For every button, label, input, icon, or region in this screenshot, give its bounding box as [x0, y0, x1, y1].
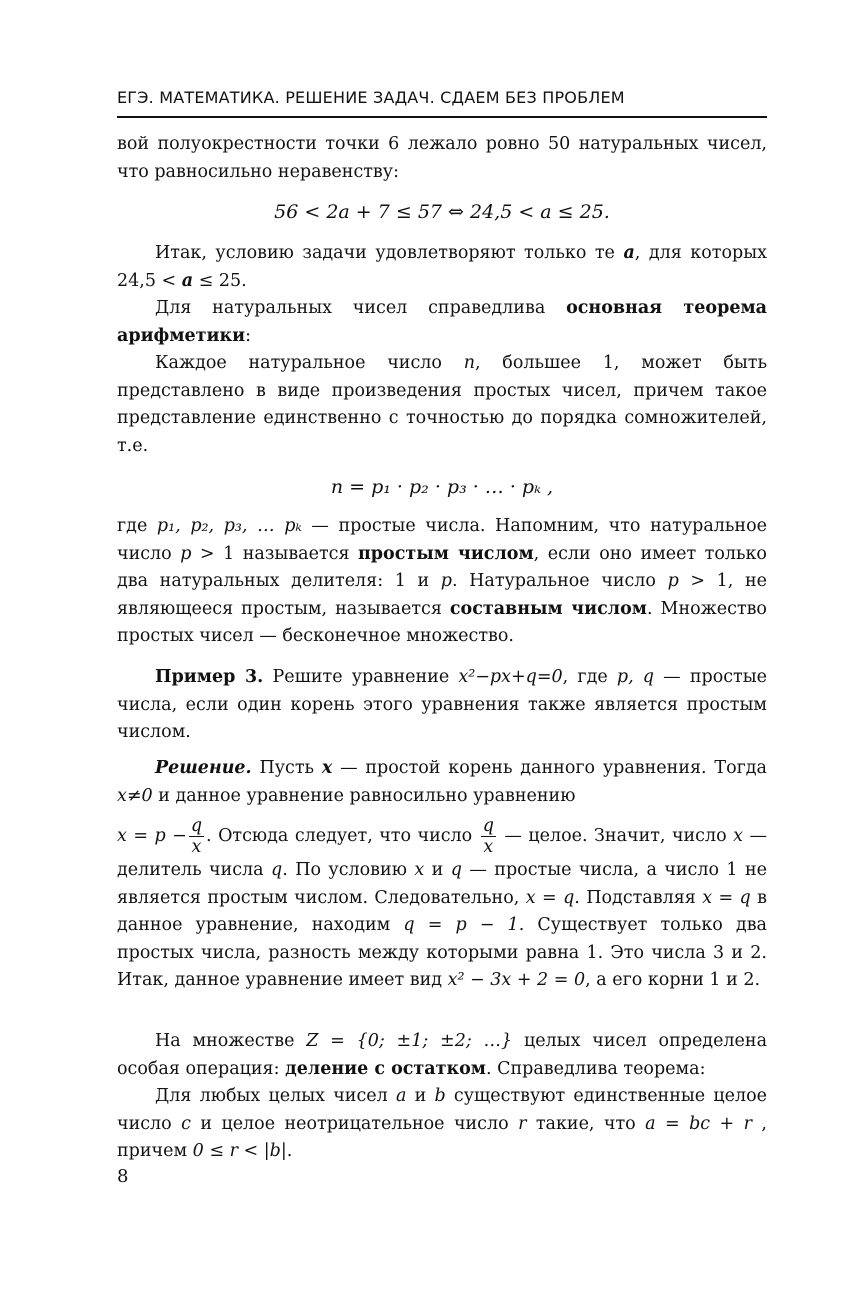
example-block	[117, 664, 767, 747]
example-label: Пример 3.	[155, 667, 264, 687]
formula-block-1	[117, 199, 767, 227]
paragraph-theorem-intro: Для натуральных чисел справедлива основная теорема арифметики:	[117, 298, 767, 346]
solution-text: Решение. Пусть x — простой корень данного уравнения. Тогда x≠0 и данное уравнение равносильно уравнению	[117, 758, 767, 806]
page-number: 8	[117, 1166, 129, 1187]
paragraph-theorem-statement: Каждое натуральное число n, большее 1, может быть представлено в виде произведения простых чисел, причем такое представление единственно с точностью до порядка сомножителей, т.е.	[117, 353, 768, 456]
factorization-formula: n = p₁ · p₂ · p₃ · … · pₖ ,	[330, 476, 554, 498]
text-block-5	[117, 513, 767, 651]
text-block-1	[117, 131, 767, 186]
running-header: ЕГЭ. МАТЕМАТИКА. РЕШЕНИЕ ЗАДАЧ. СДАЕМ БЕЗ ПРОБЛЕМ	[117, 88, 625, 107]
example-statement: Пример 3. Решите уравнение x²−px+q=0, где p, q — простые числа, если один корень этого уравнения также является простым числом.	[117, 667, 768, 742]
paragraph-division-theorem: Для любых целых чисел a и b существуют единственные целое число c и целое неотрицательное число r такие, что a = bc + r , причем 0 ≤ r < |b|.	[117, 1086, 767, 1161]
fraction-q-over-x: $\frac{q}{x}$	[190, 816, 203, 857]
inequality-formula: 56 < 2a + 7 ≤ 57 ⇔ 24,5 < a ≤ 25.	[274, 201, 610, 223]
text-block-7	[117, 1083, 767, 1166]
solution-block	[117, 755, 767, 995]
paragraph-continuation: вой полуокрестности точки 6 лежало ровно 50 натуральных чисел, что равносильно неравенству:	[117, 134, 767, 182]
header-rule	[117, 116, 767, 118]
formula-block-2	[117, 474, 767, 502]
term-division-with-remainder: деление с остатком	[285, 1058, 486, 1079]
solution-text-cont: x = p − $\frac{q}{x}$ . Отсюда следует, что число $\frac{q}{x}$ — целое. Значит, число x — делитель числа q. По условию x и q — простые числа, а число 1 не является простым числом. Следовательно, x = q. Подставляя x = q в данное уравнение, находим q = p − 1. Существует только два простых числа, разность между которыми равна 1. Это числа 3 и 2. Итак, данное уравнение имеет вид x² − 3x + 2 = 0, а его корни 1 и 2.	[117, 816, 768, 990]
solution-label: Решение.	[155, 758, 252, 778]
text-block-6	[117, 1028, 767, 1083]
fraction-q-over-x-2: $\frac{q}{x}$	[482, 816, 494, 857]
text-block-3	[117, 295, 767, 350]
text-block-4	[117, 350, 767, 460]
term-fundamental-theorem: основная теорема арифметики	[117, 298, 767, 346]
paragraph-conclusion: Итак, условию задачи удовлетворяют только те a, для которых 24,5 < a ≤ 25.	[117, 243, 767, 291]
text-block-2	[117, 240, 767, 295]
paragraph-division-intro: На множестве Z = {0; ±1; ±2; …} целых чисел определена особая операция: деление с остатком. Справедлива теорема:	[117, 1031, 767, 1079]
term-composite-number: составным числом	[449, 598, 647, 619]
paragraph-prime-definition: где p₁, p₂, p₃, … pₖ — простые числа. Напомним, что натуральное число p > 1 называется простым числом, если оно имеет только два натуральных делителя: 1 и p. Натуральное число p > 1, не являющееся простым, называется составным числом. Множество простых чисел — бесконечное множество.	[117, 516, 767, 646]
term-prime-number: простым числом	[358, 543, 534, 564]
